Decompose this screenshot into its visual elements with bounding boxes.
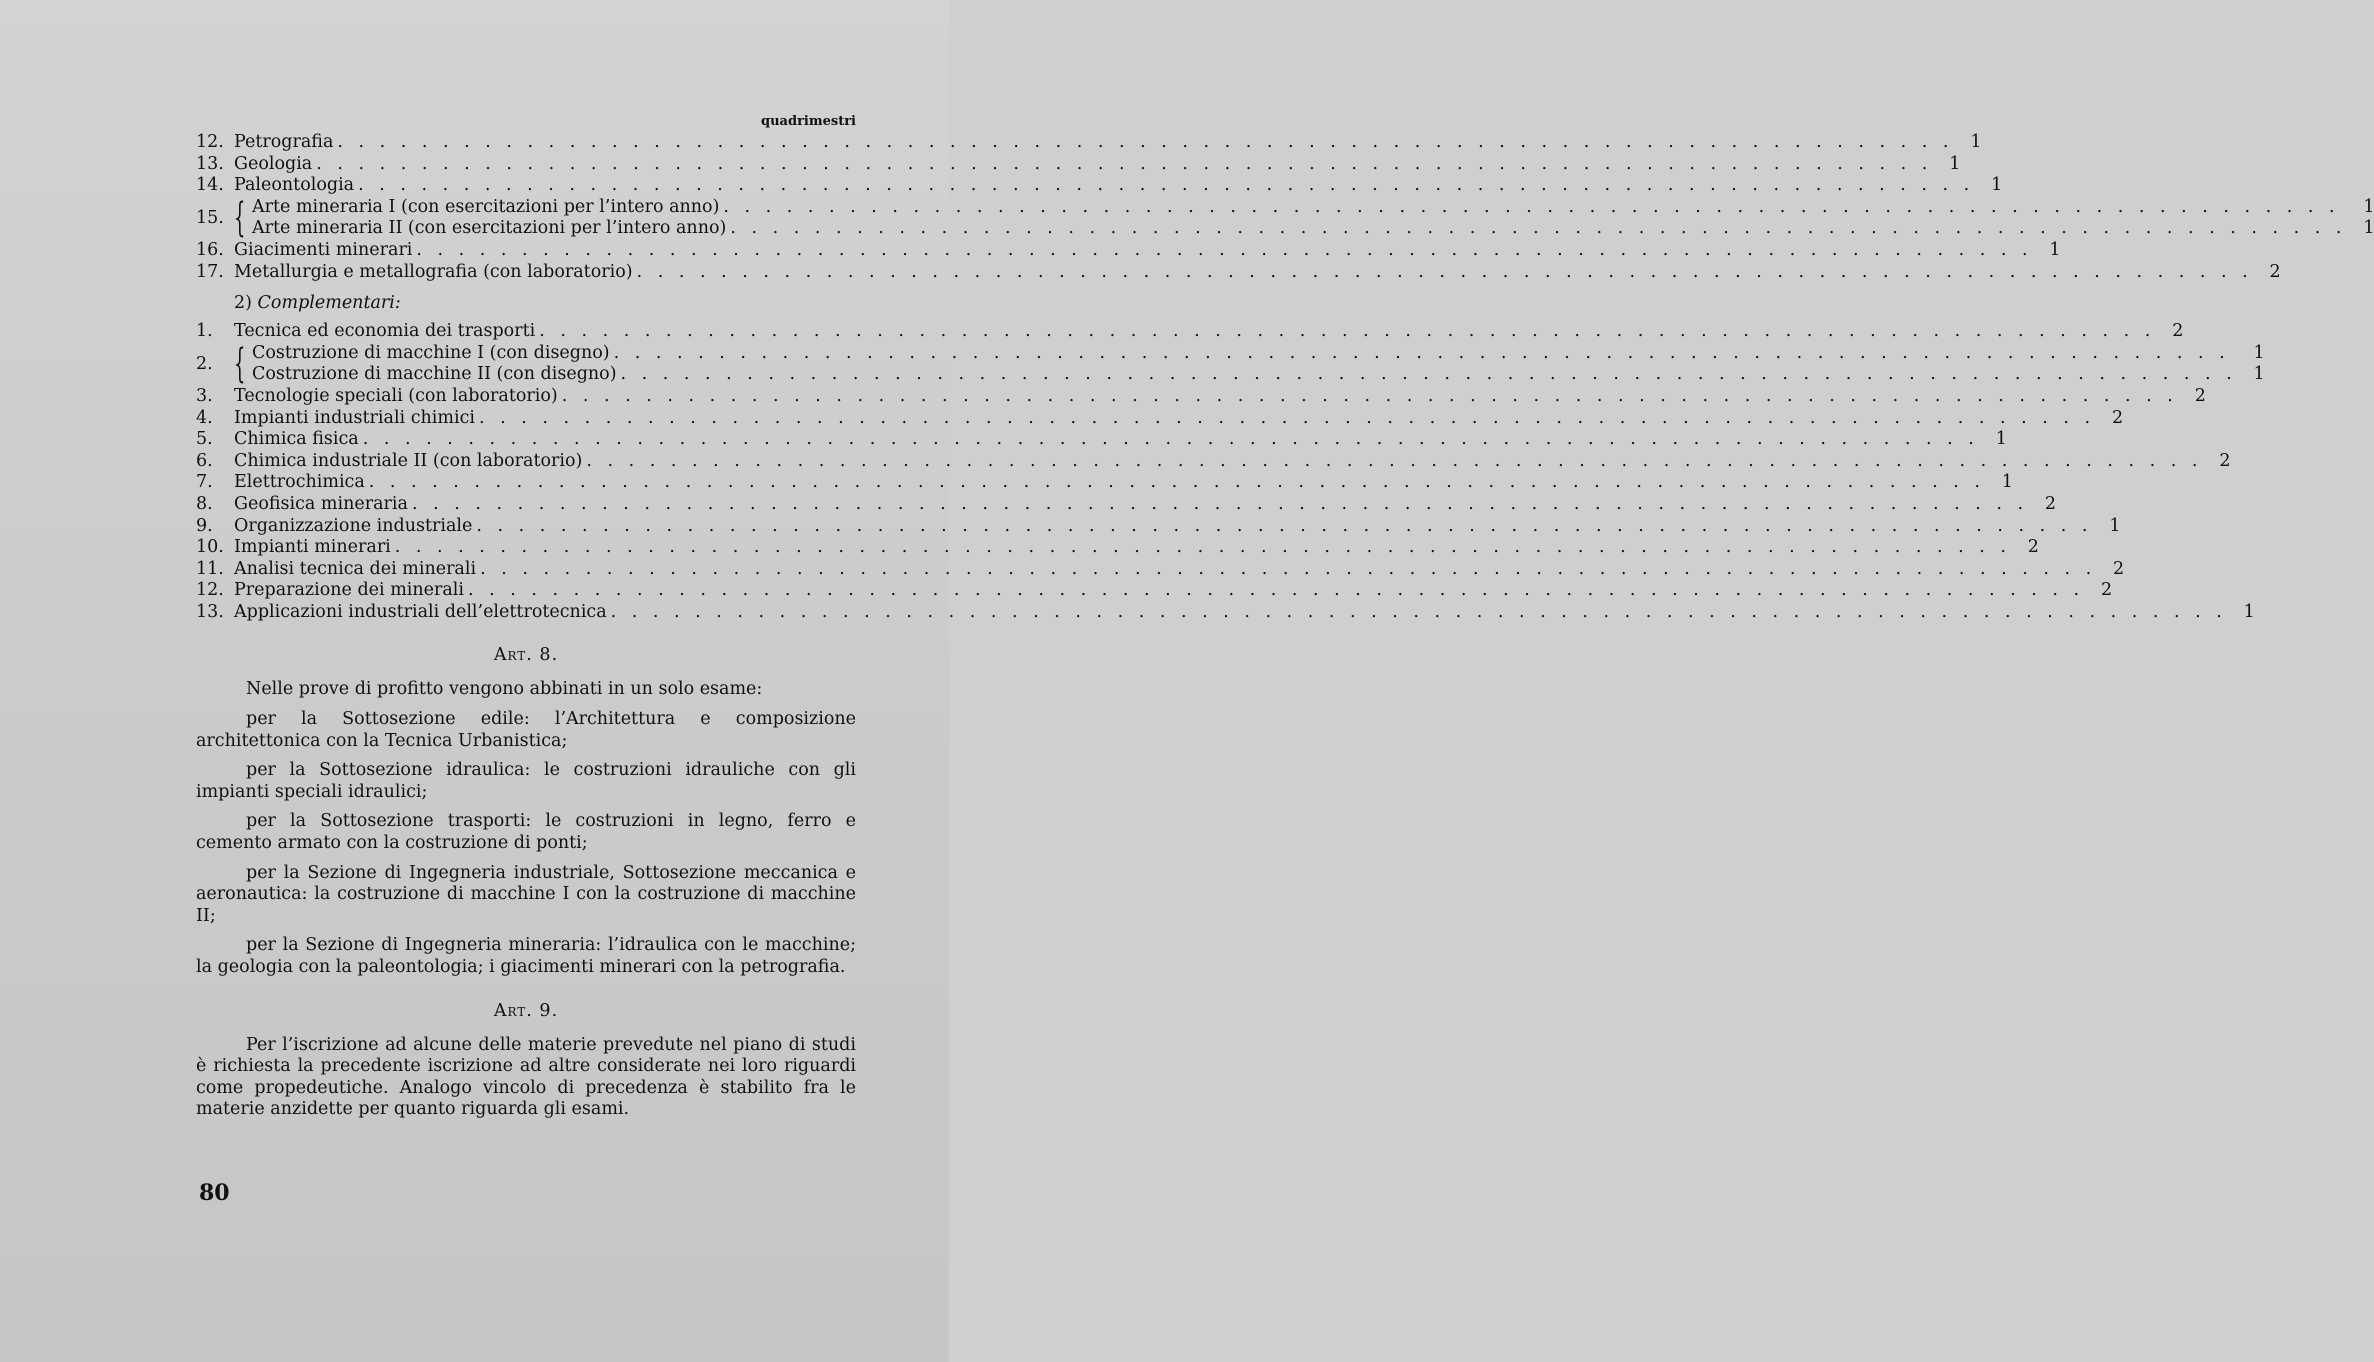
list-item: [252, 218, 2374, 240]
item-value: 1: [2243, 601, 2255, 622]
list-item: [196, 450, 2231, 473]
list-item: [196, 537, 2039, 559]
item-number: 13.: [196, 153, 224, 174]
grouped-items: [252, 343, 2265, 386]
list-item: [196, 153, 1961, 176]
list-item: [196, 515, 2121, 538]
list-item: [196, 429, 2007, 451]
list-item: [252, 364, 2265, 386]
item-number: 13.: [196, 601, 224, 622]
item-number: 12.: [196, 580, 224, 601]
item-label: Elettrochimica: [234, 472, 365, 493]
dot-leader: [369, 472, 1985, 494]
paragraph: Per l’iscrizione ad alcune delle materie prevedute nel piano di studi è richiesta la precedente iscrizione ad altre considerate nei loro riguardi come propedeutiche. Analogo vincolo di precedenza è stabilito fra le materie anzidette per quanto riguarda gli esami.: [196, 1034, 856, 1120]
course-list-b: [196, 239, 2281, 283]
dot-leader: [621, 364, 2237, 386]
list-item: [196, 132, 1982, 154]
item-number: 17.: [196, 261, 224, 282]
article-8-body: [196, 679, 856, 978]
item-label: Analisi tecnica dei minerali: [234, 558, 477, 579]
item-number: 14.: [196, 175, 224, 196]
dot-leader: [539, 321, 2155, 343]
item-label: Giacimenti minerari: [234, 239, 413, 260]
item-label: Geofisica mineraria: [234, 493, 408, 514]
list-item: [196, 407, 2124, 430]
page-number: 80: [199, 1180, 230, 1206]
list-item: [196, 175, 2003, 197]
item-value: 2: [2100, 580, 2113, 601]
item-value: 2: [2172, 321, 2184, 342]
list-item: [196, 239, 2061, 262]
paragraph: per la Sezione di Ingegneria industriale, Sottosezione meccanica e aeronautica: la costruzione di macchine I con la costruzione di macchine II;: [196, 862, 856, 926]
list-item: [196, 493, 2057, 516]
dot-leader: [562, 386, 2178, 408]
brace-symbol: {: [234, 195, 246, 242]
item-label: Applicazioni industriali dell’elettrotecnica: [234, 601, 607, 622]
list-item: [196, 601, 2255, 624]
brace-symbol: {: [234, 341, 246, 388]
item-number: 9.: [196, 515, 213, 536]
item-label: Paleontologia: [234, 175, 355, 196]
item-label: Impianti industriali chimici: [234, 407, 475, 428]
item-value: 2: [2044, 493, 2057, 514]
list-item: [196, 580, 2113, 602]
item-number: 7.: [196, 472, 213, 493]
dot-leader: [723, 197, 2346, 219]
dot-leader: [614, 343, 2237, 365]
item-value: 2: [2269, 261, 2281, 282]
item-value: 1: [2001, 472, 2013, 493]
list-item: [196, 261, 2281, 284]
item-number: 11.: [196, 558, 224, 579]
item-number: 4.: [196, 407, 213, 428]
item-number: 1.: [196, 321, 213, 342]
item-label: Preparazione dei minerali: [234, 580, 465, 601]
dot-leader: [611, 602, 2227, 624]
dot-leader: [480, 559, 2096, 581]
dot-leader: [476, 516, 2092, 538]
article-9-body: [196, 1035, 856, 1121]
item-label: Metallurgia e metallografia (con laboratorio): [234, 261, 633, 282]
list-item: [252, 197, 2374, 219]
list-item: [196, 472, 2013, 494]
item-label: Tecnica ed economia dei trasporti: [234, 321, 536, 342]
section-subheading: [196, 293, 856, 315]
item-value: 1: [2109, 515, 2121, 536]
dot-leader: [316, 154, 1932, 176]
article-9-heading: Art. 9.: [493, 1000, 559, 1021]
grouped-item-2: [196, 341, 2265, 388]
column-header: quadrimestri: [761, 114, 856, 129]
item-label: Chimica fisica: [234, 429, 359, 450]
item-label: Arte mineraria I (con esercitazioni per l’intero anno): [252, 196, 720, 217]
item-label: Tecnologie speciali (con laboratorio): [234, 385, 558, 406]
subheading-prefix: 2): [234, 293, 252, 314]
item-number: 3.: [196, 385, 213, 406]
item-number: 6.: [196, 450, 213, 471]
item-value: 1: [2363, 196, 2374, 217]
item-label: Costruzione di macchine II (con disegno): [252, 364, 617, 385]
item-number: 16.: [196, 239, 224, 260]
dot-leader: [412, 494, 2028, 516]
item-label: Costruzione di macchine I (con disegno): [252, 342, 610, 363]
paragraph: per la Sottosezione edile: l’Architettura e composizione architettonica con la Tecnica Urbanistica;: [196, 709, 856, 751]
item-number: 2.: [196, 353, 213, 374]
dot-leader: [479, 408, 2095, 430]
paragraph: Nelle prove di profitto vengono abbinati in un solo esame:: [246, 679, 763, 700]
item-value: 2: [2194, 385, 2206, 406]
item-label: Arte mineraria II (con esercitazioni per l’intero anno): [252, 218, 727, 239]
grouped-item-15: [196, 195, 2374, 242]
complementari-list: [196, 321, 2265, 623]
dot-leader: [468, 580, 2084, 602]
item-number: 12.: [196, 132, 224, 152]
course-list-a: [196, 132, 2003, 197]
item-value: 1: [2049, 239, 2061, 260]
item-label: Organizzazione industriale: [234, 515, 473, 536]
list-item: [196, 321, 2184, 343]
item-label: Impianti minerari: [234, 537, 391, 558]
dot-leader: [337, 132, 1953, 154]
item-value: 1: [1949, 153, 1961, 174]
item-number: 5.: [196, 429, 213, 450]
item-label: Chimica industriale II (con laboratorio): [234, 450, 583, 471]
item-label: Geologia: [234, 153, 313, 174]
paragraph: per la Sottosezione idraulica: le costruzioni idrauliche con gli impianti speciali idraulici;: [196, 760, 856, 802]
item-value: 2: [2027, 537, 2039, 558]
article-8-heading: Art. 8.: [493, 645, 559, 666]
page-content: [196, 112, 2374, 1129]
item-value: 1: [2253, 342, 2265, 363]
item-value: 2: [2219, 450, 2231, 471]
grouped-items: [252, 197, 2374, 240]
list-item: [252, 343, 2265, 365]
item-value: 1: [1991, 175, 2003, 196]
item-value: 2: [2111, 407, 2124, 428]
item-value: 1: [2363, 218, 2374, 239]
subheading-title: Complementari:: [257, 293, 401, 314]
paragraph: per la Sottosezione trasporti: le costruzioni in legno, ferro e cemento armato con la costruzione di ponti;: [196, 811, 856, 854]
item-value: 1: [2253, 364, 2265, 385]
dot-leader: [363, 429, 1979, 451]
item-label: Petrografia: [234, 132, 334, 152]
list-item: [196, 558, 2125, 581]
item-number: 8.: [196, 493, 213, 514]
item-value: 2: [2113, 558, 2125, 579]
dot-leader: [358, 175, 1974, 197]
dot-leader: [637, 262, 2253, 284]
dot-leader: [730, 218, 2346, 240]
paragraph: per la Sezione di Ingegneria mineraria: l’idraulica con le macchine; la geologia con la paleontologia; i giacimenti minerari con la petrografia.: [196, 935, 856, 977]
item-number: 15.: [196, 207, 224, 228]
item-number: 10.: [196, 537, 224, 558]
dot-leader: [586, 451, 2202, 473]
dot-leader: [395, 537, 2011, 559]
item-value: 1: [1970, 132, 1982, 152]
item-value: 1: [1995, 429, 2007, 450]
list-item: [196, 385, 2206, 408]
dot-leader: [416, 240, 2032, 262]
